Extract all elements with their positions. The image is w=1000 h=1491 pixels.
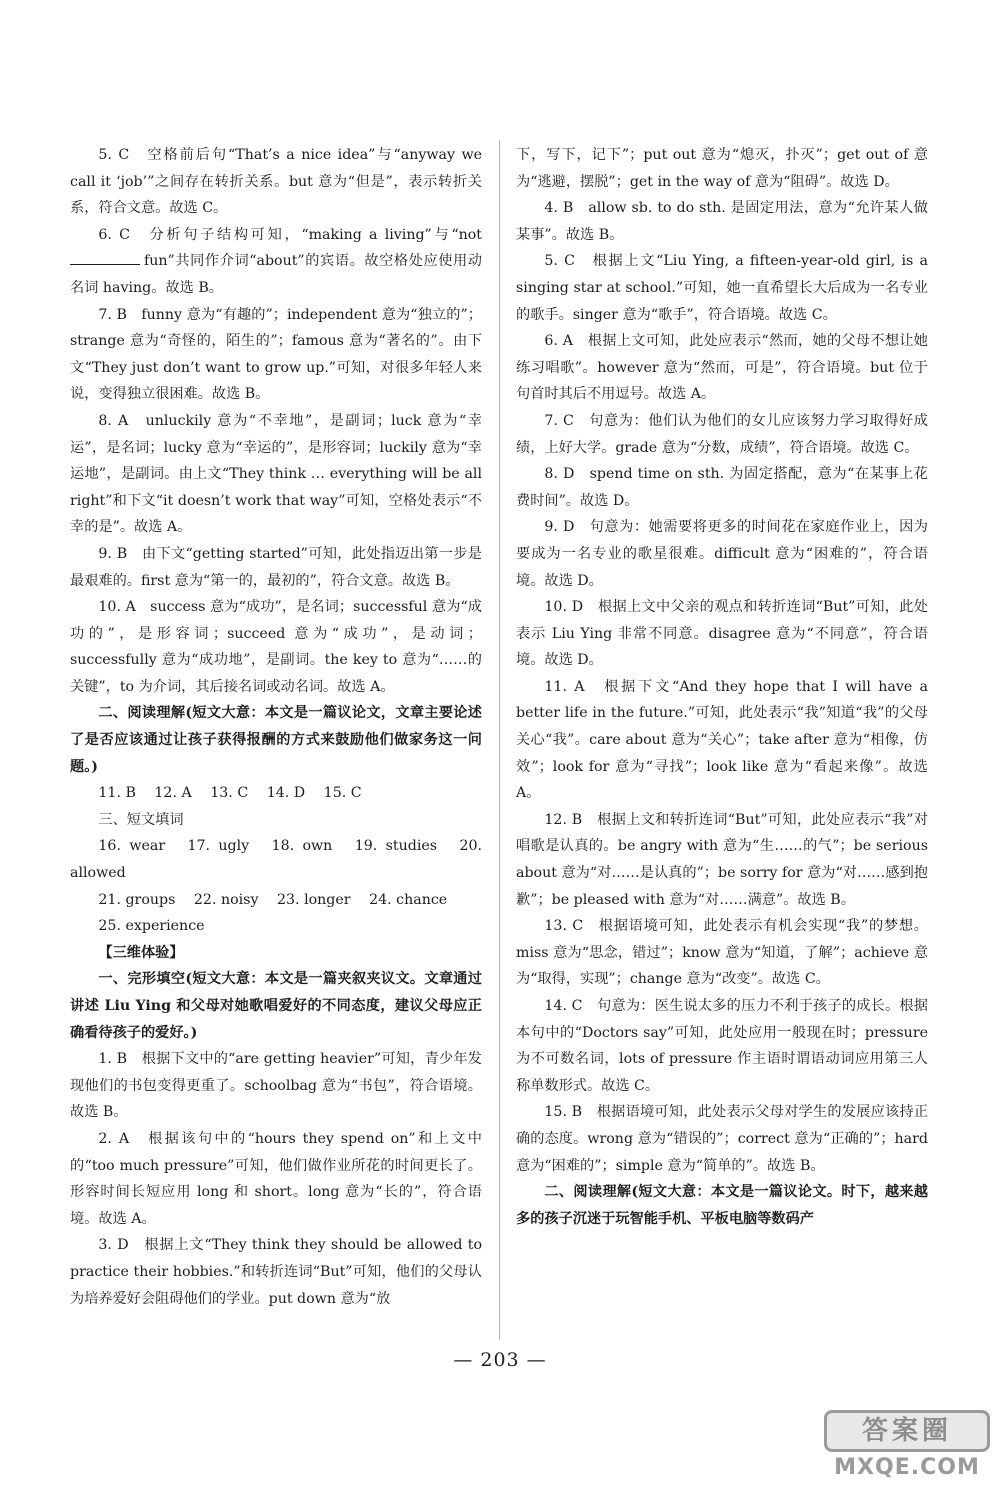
paragraph: 7. B funny 意为“有趣的”；independent 意为“独立的”；strange 意为“奇怪的，陌生的”；famous 意为“著名的”。由下文“They just don’t want to grow up.”可知，对很多年轻人来说，变得独立很困难。故选 B。 (70, 306, 482, 403)
answer-item: 18. own (271, 838, 333, 855)
paragraph: 7. C 句意为：他们认为他们的女儿应该努力学习取得好成绩，上好大学。grade 意为“分数，成绩”，符合语境。故选 C。 (516, 412, 928, 456)
answer-item: 12. A (154, 785, 192, 802)
paragraph: 4. B allow sb. to do sth. 是固定用法，意为“允许某人做某事”。故选 B。 (516, 200, 928, 243)
answer-item: 23. longer (277, 891, 351, 908)
column-divider (499, 140, 500, 1340)
paragraph: 6. A 根据上文可知，此处应表示“然而，她的父母不想让她练习唱歌”。however 意为“然而，可是”，符合语境。but 位于句首时其后不用逗号。故选 A。 (516, 333, 928, 403)
answer-item: 19. studies (354, 838, 438, 855)
answer-row (70, 780, 482, 807)
section-heading: 一、完形填空(短文大意：本文是一篇夹叙夹议文。文章通过讲述 Liu Ying 和父母对她歌唱爱好的不同态度，建议父母应正确看待孩子的爱好。) (70, 971, 482, 1041)
section-heading: 二、阅读理解(短文大意：本文是一篇议论文，文章主要论述了是否应该通过让孩子获得报酬的方式来鼓励他们做家务这一问题。) (70, 705, 482, 775)
paragraph-text: 6. C 分析句子结构可知，“making a living”与“not (98, 226, 482, 243)
watermark-logo: 答案圈 (824, 1410, 990, 1452)
section-heading: 三、短文填词 (98, 811, 184, 828)
answer-item: 15. C (323, 785, 362, 802)
answer-item: 24. chance (369, 891, 448, 908)
site-watermark (824, 1410, 990, 1482)
paragraph: 12. B 根据上文和转折连词“But”可知，此处应表示“我”对唱歌是认真的。be angry with 意为“生……的气”；be serious about 意为“对……是认真的”；be sorry for 意为“对……感到抱歉”；be pleased with 意为“对……满意”。故选 B。 (516, 811, 928, 908)
paragraph-text: fun”共同作介词“about”的宾语。故空格处应使用动名词 having。故选 B。 (70, 253, 482, 296)
answer-row (70, 833, 482, 886)
answer-item: 16. wear (98, 838, 166, 855)
answer-item: 11. B (98, 785, 136, 802)
right-column (516, 142, 928, 1232)
left-column (70, 142, 482, 1312)
paragraph: 13. C 根据语境可知，此处表示有机会实现“我”的梦想。miss 意为“思念，错过”；know 意为“知道，了解”；achieve 意为“取得，实现”；change 意为“改变”。故选 C。 (516, 918, 928, 988)
paragraph: 3. D 根据上文“They think they should be allowed to practice their hobbies.”和转折连词“But”可知，他们的父母认为培养爱好会阻碍他们的学业。put down 意为“放 (70, 1237, 482, 1307)
answer-item: 22. noisy (193, 891, 259, 908)
paragraph: 8. D spend time on sth. 为固定搭配，意为“在某事上花费时间”。故选 D。 (516, 466, 928, 509)
page-number: — 203 — (453, 1349, 547, 1371)
paragraph: 5. C 根据上文“Liu Ying, a fifteen-year-old girl, is a singing star at school.”可知，她一直希望长大后成为一名专业的歌手。singer 意为“歌手”，符合语境。故选 C。 (516, 253, 928, 323)
answer-row (70, 913, 482, 940)
answer-item: 14. D (266, 785, 306, 802)
paragraph: 下，写下，记下”；put out 意为“熄灭，扑灭”；get out of 意为“逃避，摆脱”；get in the way of 意为“阻碍”。故选 D。 (516, 147, 928, 190)
paragraph: 10. D 根据上文中父亲的观点和转折连词“But”可知，此处表示 Liu Ying 非常不同意。disagree 意为“不同意”，符合语境。故选 D。 (516, 599, 928, 669)
answer-item: 17. ugly (187, 838, 250, 855)
section-heading: 二、阅读理解(短文大意：本文是一篇议论文。时下，越来越多的孩子沉迷于玩智能手机、平板电脑等数码产 (516, 1184, 928, 1227)
paragraph: 9. B 由下文“getting started”可知，此处指迈出第一步是最艰难的。first 意为“第一的，最初的”，符合文意。故选 B。 (70, 545, 482, 589)
paragraph: 5. C 空格前后句“That’s a nice idea”与“anyway we call it ‘job’”之间存在转折关系。but 意为“但是”，表示转折关系，符合文意。故选 C。 (70, 147, 482, 217)
section-heading: 【三维体验】 (98, 944, 184, 961)
watermark-url: MXQE.COM (834, 1455, 980, 1480)
paragraph: 8. A unluckily 意为“不幸地”，是副词；luck 意为“幸运”，是名词；lucky 意为“幸运的”，是形容词；luckily 意为“幸运地”，是副词。由上文“They think … everything will be all right”和下文“it doesn’t work that way”可知，空格处表示“不幸的是”。故选 A。 (70, 412, 482, 536)
answer-item: 25. experience (98, 918, 205, 935)
answer-item: 21. groups (98, 891, 176, 908)
paragraph: 11. A 根据下文“And they hope that I will have a better life in the future.”可知，此处表示“我”知道“我”的父母关心“我”。care about 意为“关心”；take after 意为“相像，仿效”；look for 意为“寻找”；look like 意为“看起来像”。故选 A。 (516, 678, 928, 802)
answer-item: 20. allowed (70, 838, 483, 882)
paragraph: 14. C 句意为：医生说太多的压力不利于孩子的成长。根据本句中的“Doctors say”可知，此处应用一般现在时；pressure 为不可数名词，lots of pressure 作主语时谓语动词应用第三人称单数形式。故选 C。 (516, 998, 928, 1094)
paragraph: 1. B 根据下文中的“are getting heavier”可知，青少年发现他们的书包变得更重了。schoolbag 意为“书包”，符合语境。故选 B。 (70, 1051, 482, 1121)
paragraph (70, 222, 482, 302)
answer-blank (70, 250, 140, 265)
paragraph: 10. A success 意为“成功”，是名词；successful 意为“成功的”，是形容词；succeed 意为“成功”，是动词；successfully 意为“成功地”，是副词。the key to 意为“……的关键”，to 为介词，其后接名词或动名词。故选 A。 (70, 599, 482, 695)
paragraph: 15. B 根据语境可知，此处表示父母对学生的发展应该持正确的态度。wrong 意为“错误的”；correct 意为“正确的”；hard 意为“困难的”；simple 意为“简单的”。故选 B。 (516, 1104, 928, 1174)
answer-row (70, 887, 482, 914)
paragraph: 2. A 根据该句中的“hours they spend on”和上文中的“too much pressure”可知，他们做作业所花的时间更长了。形容时间长短应用 long 和 short。long 意为“长的”，符合语境。故选 A。 (70, 1130, 482, 1227)
answer-item: 13. C (210, 785, 249, 802)
paragraph: 9. D 句意为：她需要将更多的时间花在家庭作业上，因为要成为一名专业的歌星很难。difficult 意为“困难的”，符合语境。故选 D。 (516, 519, 928, 589)
